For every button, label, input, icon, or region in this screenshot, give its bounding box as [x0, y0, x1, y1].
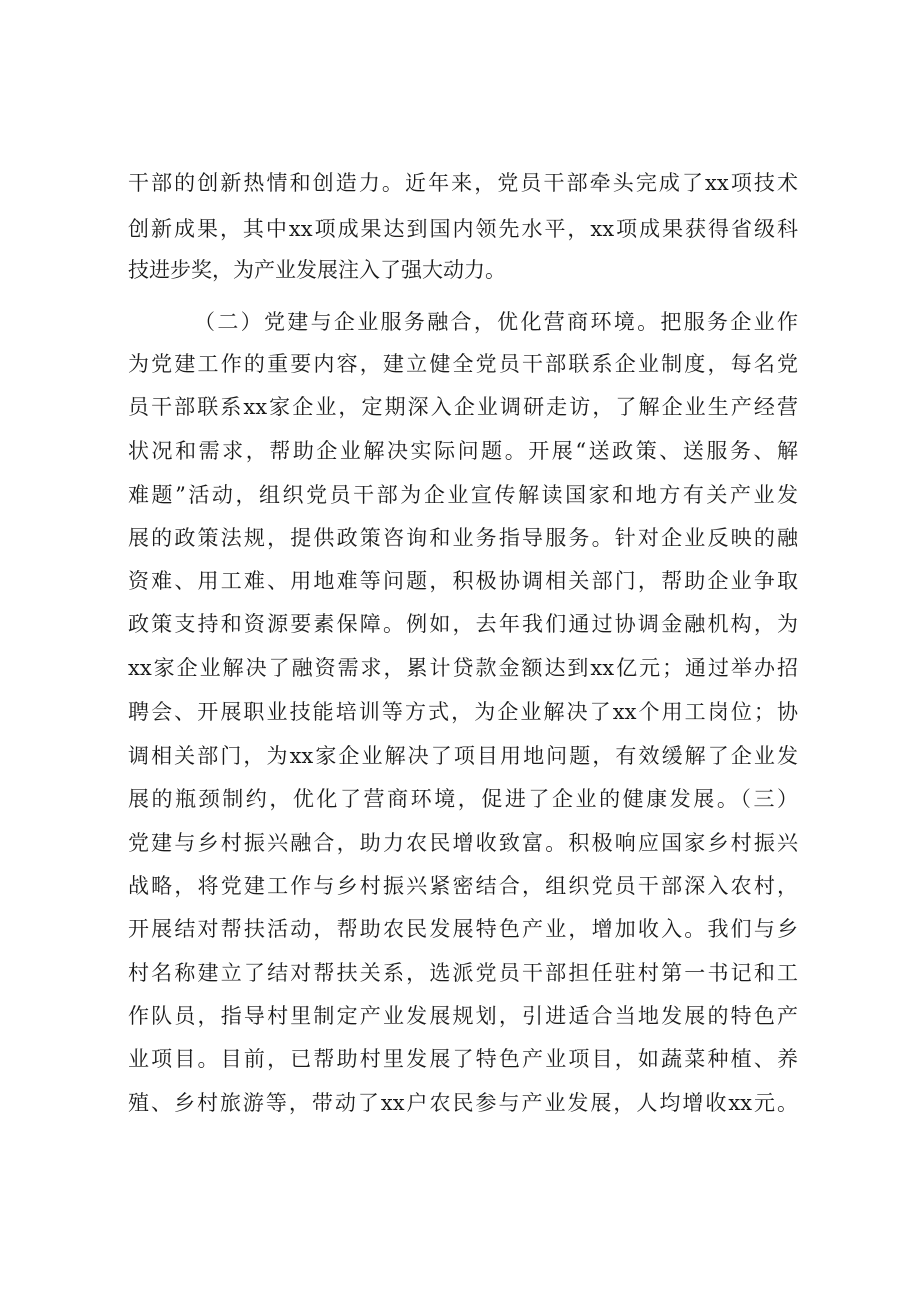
text-line-8: 难题”活动，组织党员干部为企业宣传解读国家和地方有关产业发: [128, 483, 798, 507]
text-line-14: 调相关部门，为xx家企业解决了项目用地问题，有效缓解了企业发: [128, 744, 798, 768]
text-line-9: 展的政策法规，提供政策咨询和业务指导服务。针对企业反映的融: [128, 526, 798, 550]
text-line-7: 状况和需求，帮助企业解决实际问题。开展“送政策、送服务、解: [128, 439, 798, 463]
text-line-16: 党建与乡村振兴融合，助力农民增收致富。积极响应国家乡村振兴: [128, 831, 798, 855]
text-line-5: 为党建工作的重要内容，建立健全党员干部联系企业制度，每名党: [128, 352, 798, 376]
text-line-19: 村名称建立了结对帮扶关系，选派党员干部担任驻村第一书记和工: [128, 961, 798, 985]
text-line-13: 聘会、开展职业技能培训等方式，为企业解决了xx个用工岗位；协: [128, 700, 798, 724]
text-line-17: 战略，将党建工作与乡村振兴紧密结合，组织党员干部深入农村，: [128, 874, 798, 898]
text-line-18: 开展结对帮扶活动，帮助农民发展特色产业，增加收入。我们与乡: [128, 917, 798, 941]
text-line-11: 政策支持和资源要素保障。例如，去年我们通过协调金融机构，为: [128, 612, 798, 636]
text-line-22: 殖、乡村旅游等，带动了xx户农民参与产业发展，人均增收xx元。: [128, 1091, 798, 1115]
text-line-4: （二）党建与企业服务融合，优化营商环境。把服务企业作: [194, 310, 798, 334]
text-line-3: 技进步奖，为产业发展注入了强大动力。: [128, 258, 506, 282]
text-line-6: 员干部联系xx家企业，定期深入企业调研走访，了解企业生产经营: [128, 395, 798, 419]
text-line-20: 作队员，指导村里制定产业发展规划，引进适合当地发展的特色产: [128, 1004, 798, 1028]
text-line-2: 创新成果，其中xx项成果达到国内领先水平，xx项成果获得省级科: [128, 217, 798, 241]
text-line-21: 业项目。目前，已帮助村里发展了特色产业项目，如蔬菜种植、养: [128, 1047, 798, 1071]
text-line-10: 资难、用工难、用地难等问题，积极协调相关部门，帮助企业争取: [128, 569, 798, 593]
text-line-15: 展的瓶颈制约，优化了营商环境，促进了企业的健康发展。（三）: [128, 787, 798, 811]
text-line-12: xx家企业解决了融资需求，累计贷款金额达到xx亿元；通过举办招: [128, 656, 798, 680]
text-line-1: 干部的创新热情和创造力。近年来，党员干部牵头完成了xx项技术: [128, 171, 798, 195]
